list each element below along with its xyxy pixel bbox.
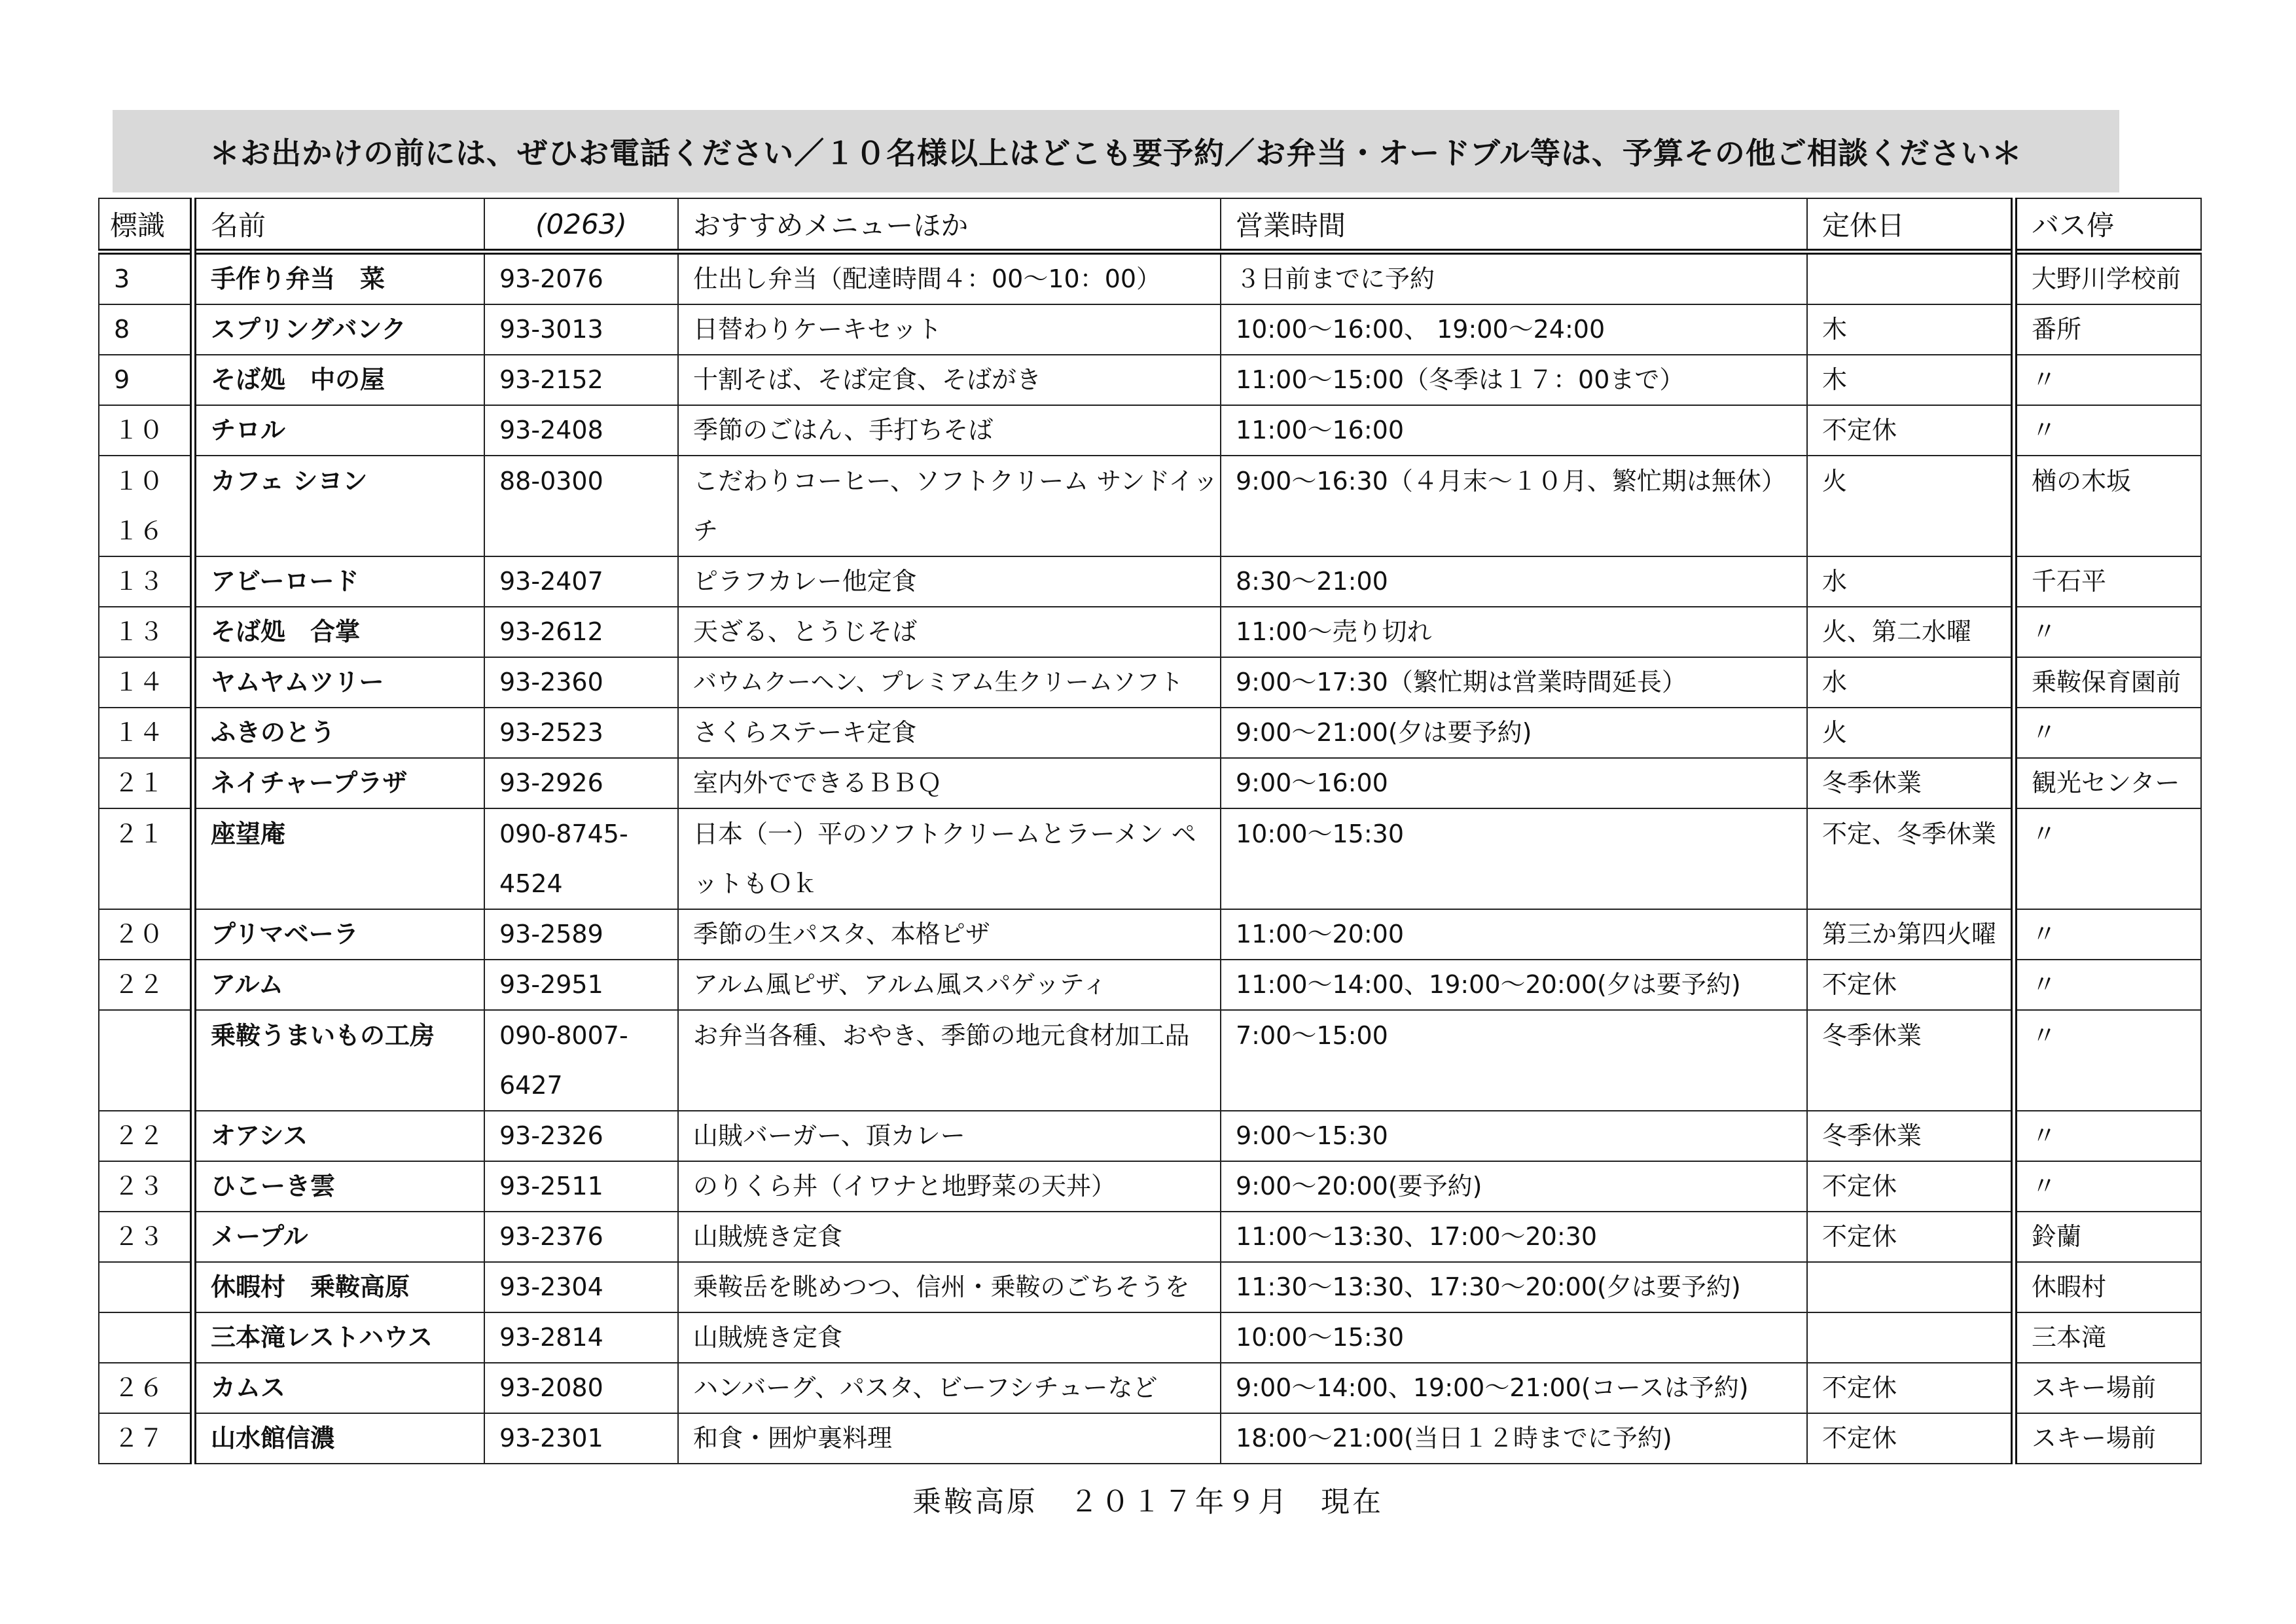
- cell-menu: こだわりコーヒー、ソフトクリーム サンドイッチ: [678, 456, 1221, 556]
- cell-hours: 11:00～13:30、17:00～20:30: [1221, 1212, 1807, 1262]
- cell-bus: 鈴蘭: [2014, 1212, 2201, 1262]
- cell-bus: 〃: [2014, 1111, 2201, 1161]
- cell-name: 乗鞍うまいもの工房: [193, 1010, 484, 1111]
- cell-phone: 93-2076: [484, 252, 678, 305]
- cell-phone: 93-2511: [484, 1161, 678, 1212]
- cell-bus: 観光センター: [2014, 758, 2201, 808]
- table-row: [99, 1312, 2201, 1363]
- cell-marker: ２０: [99, 909, 193, 960]
- cell-name: 休暇村 乗鞍高原: [193, 1262, 484, 1312]
- table-row: [99, 304, 2201, 355]
- table-row: [99, 1262, 2201, 1312]
- cell-holiday: 不定休: [1807, 1212, 2014, 1262]
- cell-menu: 日替わりケーキセット: [678, 304, 1221, 355]
- cell-marker: ２３: [99, 1161, 193, 1212]
- table-row: [99, 909, 2201, 960]
- table-row: [99, 355, 2201, 405]
- cell-phone: 88-0300: [484, 456, 678, 556]
- cell-marker: １３: [99, 607, 193, 657]
- cell-holiday: 不定休: [1807, 1363, 2014, 1413]
- cell-hours: 9:00～17:30（繁忙期は営業時間延長）: [1221, 657, 1807, 708]
- cell-hours: 11:00～20:00: [1221, 909, 1807, 960]
- notice-banner: ＊お出かけの前には、ぜひお電話ください／１０名様以上はどこも要予約／お弁当・オードブル等は、予算その他ご相談ください＊: [113, 110, 2119, 192]
- cell-hours: 9:00～15:30: [1221, 1111, 1807, 1161]
- cell-bus: 〃: [2014, 355, 2201, 405]
- cell-hours: 9:00～16:30（４月末～１０月、繁忙期は無休）: [1221, 456, 1807, 556]
- cell-marker: 8: [99, 304, 193, 355]
- cell-bus: 〃: [2014, 909, 2201, 960]
- cell-menu: 仕出し弁当（配達時間４：00～10：00）: [678, 252, 1221, 305]
- cell-holiday: [1807, 1312, 2014, 1363]
- cell-holiday: 水: [1807, 657, 2014, 708]
- cell-holiday: 冬季休業: [1807, 758, 2014, 808]
- table-row: [99, 758, 2201, 808]
- cell-menu: 季節の生パスタ、本格ピザ: [678, 909, 1221, 960]
- cell-bus: 〃: [2014, 960, 2201, 1010]
- cell-holiday: 木: [1807, 304, 2014, 355]
- table-row: [99, 657, 2201, 708]
- cell-bus: 〃: [2014, 405, 2201, 456]
- cell-marker: [99, 1312, 193, 1363]
- cell-marker: １０ １６: [99, 456, 193, 556]
- cell-name: アルム: [193, 960, 484, 1010]
- cell-menu: 室内外でできるＢＢＱ: [678, 758, 1221, 808]
- cell-phone: 93-2360: [484, 657, 678, 708]
- cell-phone: 93-2523: [484, 708, 678, 758]
- cell-marker: ２１: [99, 758, 193, 808]
- table-row: [99, 1161, 2201, 1212]
- cell-hours: 9:00～14:00、19:00～21:00(コースは予約): [1221, 1363, 1807, 1413]
- cell-menu: お弁当各種、おやき、季節の地元食材加工品: [678, 1010, 1221, 1111]
- header-hours: 営業時間: [1221, 198, 1807, 252]
- cell-name: ひこーき雲: [193, 1161, 484, 1212]
- cell-holiday: 木: [1807, 355, 2014, 405]
- table-row: [99, 708, 2201, 758]
- cell-name: プリマベーラ: [193, 909, 484, 960]
- cell-name: メープル: [193, 1212, 484, 1262]
- cell-marker: ２２: [99, 960, 193, 1010]
- cell-holiday: 不定休: [1807, 960, 2014, 1010]
- table-row: [99, 808, 2201, 909]
- cell-phone: 93-2080: [484, 1363, 678, 1413]
- cell-holiday: 火: [1807, 456, 2014, 556]
- cell-marker: ２６: [99, 1363, 193, 1413]
- cell-name: 手作り弁当 菜: [193, 252, 484, 305]
- cell-holiday: 不定休: [1807, 1161, 2014, 1212]
- cell-bus: 〃: [2014, 1161, 2201, 1212]
- cell-hours: 10:00～15:30: [1221, 808, 1807, 909]
- cell-phone: 93-2612: [484, 607, 678, 657]
- cell-name: 山水館信濃: [193, 1413, 484, 1464]
- header-holiday: 定休日: [1807, 198, 2014, 252]
- cell-bus: 楢の木坂: [2014, 456, 2201, 556]
- cell-hours: 11:30～13:30、17:30～20:00(夕は要予約): [1221, 1262, 1807, 1312]
- cell-name: ふきのとう: [193, 708, 484, 758]
- table-row: [99, 1111, 2201, 1161]
- cell-hours: 11:00～16:00: [1221, 405, 1807, 456]
- cell-menu: ハンバーグ、パスタ、ビーフシチューなど: [678, 1363, 1221, 1413]
- cell-holiday: 不定休: [1807, 405, 2014, 456]
- cell-hours: 11:00～売り切れ: [1221, 607, 1807, 657]
- cell-bus: 千石平: [2014, 556, 2201, 607]
- cell-hours: 10:00～16:00、 19:00～24:00: [1221, 304, 1807, 355]
- cell-phone: 090-8007- 6427: [484, 1010, 678, 1111]
- cell-phone: 93-2326: [484, 1111, 678, 1161]
- table-row: [99, 252, 2201, 305]
- table-row: [99, 556, 2201, 607]
- cell-menu: 日本（一）平のソフトクリームとラーメン ペットもＯｋ: [678, 808, 1221, 909]
- cell-holiday: 水: [1807, 556, 2014, 607]
- cell-marker: １０: [99, 405, 193, 456]
- cell-name: カフェ シヨン: [193, 456, 484, 556]
- cell-hours: 10:00～15:30: [1221, 1312, 1807, 1363]
- cell-holiday: [1807, 252, 2014, 305]
- cell-marker: ２３: [99, 1212, 193, 1262]
- cell-menu: さくらステーキ定食: [678, 708, 1221, 758]
- cell-holiday: 不定、冬季休業: [1807, 808, 2014, 909]
- cell-hours: ３日前までに予約: [1221, 252, 1807, 305]
- cell-menu: ピラフカレー他定食: [678, 556, 1221, 607]
- cell-name: ネイチャープラザ: [193, 758, 484, 808]
- table-row: [99, 1363, 2201, 1413]
- cell-bus: 〃: [2014, 1010, 2201, 1111]
- table-row: [99, 1212, 2201, 1262]
- header-bus: バス停: [2014, 198, 2201, 252]
- header-row: [99, 198, 2201, 252]
- cell-menu: 和食・囲炉裏料理: [678, 1413, 1221, 1464]
- cell-name: 座望庵: [193, 808, 484, 909]
- cell-name: オアシス: [193, 1111, 484, 1161]
- cell-name: そば処 合掌: [193, 607, 484, 657]
- cell-holiday: 不定休: [1807, 1413, 2014, 1464]
- cell-phone: 93-2376: [484, 1212, 678, 1262]
- cell-bus: 三本滝: [2014, 1312, 2201, 1363]
- header-phone: (0263): [484, 198, 678, 252]
- cell-marker: 3: [99, 252, 193, 305]
- cell-hours: 9:00～21:00(夕は要予約): [1221, 708, 1807, 758]
- header-marker: 標識: [99, 198, 193, 252]
- cell-phone: 93-2926: [484, 758, 678, 808]
- cell-bus: 〃: [2014, 708, 2201, 758]
- cell-phone: 93-2152: [484, 355, 678, 405]
- cell-menu: 乗鞍岳を眺めつつ、信州・乗鞍のごちそうを: [678, 1262, 1221, 1312]
- cell-marker: ２７: [99, 1413, 193, 1464]
- cell-holiday: 第三か第四火曜: [1807, 909, 2014, 960]
- cell-hours: 8:30～21:00: [1221, 556, 1807, 607]
- cell-menu: アルム風ピザ、アルム風スパゲッティ: [678, 960, 1221, 1010]
- cell-phone: 93-2304: [484, 1262, 678, 1312]
- cell-bus: 大野川学校前: [2014, 252, 2201, 305]
- cell-phone: 93-2407: [484, 556, 678, 607]
- cell-menu: バウムクーヘン、プレミアム生クリームソフト: [678, 657, 1221, 708]
- header-menu: おすすめメニューほか: [678, 198, 1221, 252]
- table-body: [99, 252, 2201, 1464]
- cell-name: スプリングバンク: [193, 304, 484, 355]
- cell-holiday: [1807, 1262, 2014, 1312]
- cell-menu: 山賊焼き定食: [678, 1212, 1221, 1262]
- table-row: [99, 960, 2201, 1010]
- cell-hours: 9:00～16:00: [1221, 758, 1807, 808]
- cell-menu: 山賊バーガー、頂カレー: [678, 1111, 1221, 1161]
- cell-menu: 季節のごはん、手打ちそば: [678, 405, 1221, 456]
- cell-marker: [99, 1262, 193, 1312]
- restaurant-table: [98, 198, 2202, 1464]
- cell-marker: １４: [99, 708, 193, 758]
- cell-bus: 〃: [2014, 808, 2201, 909]
- cell-menu: 山賊焼き定食: [678, 1312, 1221, 1363]
- cell-bus: 番所: [2014, 304, 2201, 355]
- cell-bus: スキー場前: [2014, 1413, 2201, 1464]
- footer-date: 乗鞍高原 ２０１７年９月 現在: [912, 1485, 1384, 1519]
- cell-marker: １３: [99, 556, 193, 607]
- cell-phone: 93-2408: [484, 405, 678, 456]
- cell-bus: 乗鞍保育園前: [2014, 657, 2201, 708]
- cell-marker: [99, 1010, 193, 1111]
- cell-name: カムス: [193, 1363, 484, 1413]
- cell-bus: スキー場前: [2014, 1363, 2201, 1413]
- table-row: [99, 405, 2201, 456]
- cell-bus: 〃: [2014, 607, 2201, 657]
- cell-marker: １４: [99, 657, 193, 708]
- cell-phone: 93-3013: [484, 304, 678, 355]
- table-row: [99, 1010, 2201, 1111]
- cell-marker: ２２: [99, 1111, 193, 1161]
- table-row: [99, 1413, 2201, 1464]
- cell-bus: 休暇村: [2014, 1262, 2201, 1312]
- cell-holiday: 冬季休業: [1807, 1111, 2014, 1161]
- header-name: 名前: [193, 198, 484, 252]
- cell-menu: 十割そば、そば定食、そばがき: [678, 355, 1221, 405]
- cell-hours: 18:00～21:00(当日１２時までに予約): [1221, 1413, 1807, 1464]
- cell-phone: 93-2951: [484, 960, 678, 1010]
- cell-hours: 11:00～15:00（冬季は１７：00まで）: [1221, 355, 1807, 405]
- cell-holiday: 火: [1807, 708, 2014, 758]
- cell-phone: 090-8745- 4524: [484, 808, 678, 909]
- cell-hours: 11:00～14:00、19:00～20:00(夕は要予約): [1221, 960, 1807, 1010]
- cell-name: ヤムヤムツリー: [193, 657, 484, 708]
- cell-holiday: 火、第二水曜: [1807, 607, 2014, 657]
- cell-holiday: 冬季休業: [1807, 1010, 2014, 1111]
- cell-name: アビーロード: [193, 556, 484, 607]
- cell-phone: 93-2589: [484, 909, 678, 960]
- cell-phone: 93-2301: [484, 1413, 678, 1464]
- cell-hours: 9:00～20:00(要予約): [1221, 1161, 1807, 1212]
- table-row: [99, 607, 2201, 657]
- cell-menu: のりくら丼（イワナと地野菜の天丼）: [678, 1161, 1221, 1212]
- cell-name: そば処 中の屋: [193, 355, 484, 405]
- cell-marker: 9: [99, 355, 193, 405]
- cell-marker: ２１: [99, 808, 193, 909]
- cell-phone: 93-2814: [484, 1312, 678, 1363]
- cell-hours: 7:00～15:00: [1221, 1010, 1807, 1111]
- cell-menu: 天ざる、とうじそば: [678, 607, 1221, 657]
- cell-name: チロル: [193, 405, 484, 456]
- cell-name: 三本滝レストハウス: [193, 1312, 484, 1363]
- table-row: [99, 456, 2201, 556]
